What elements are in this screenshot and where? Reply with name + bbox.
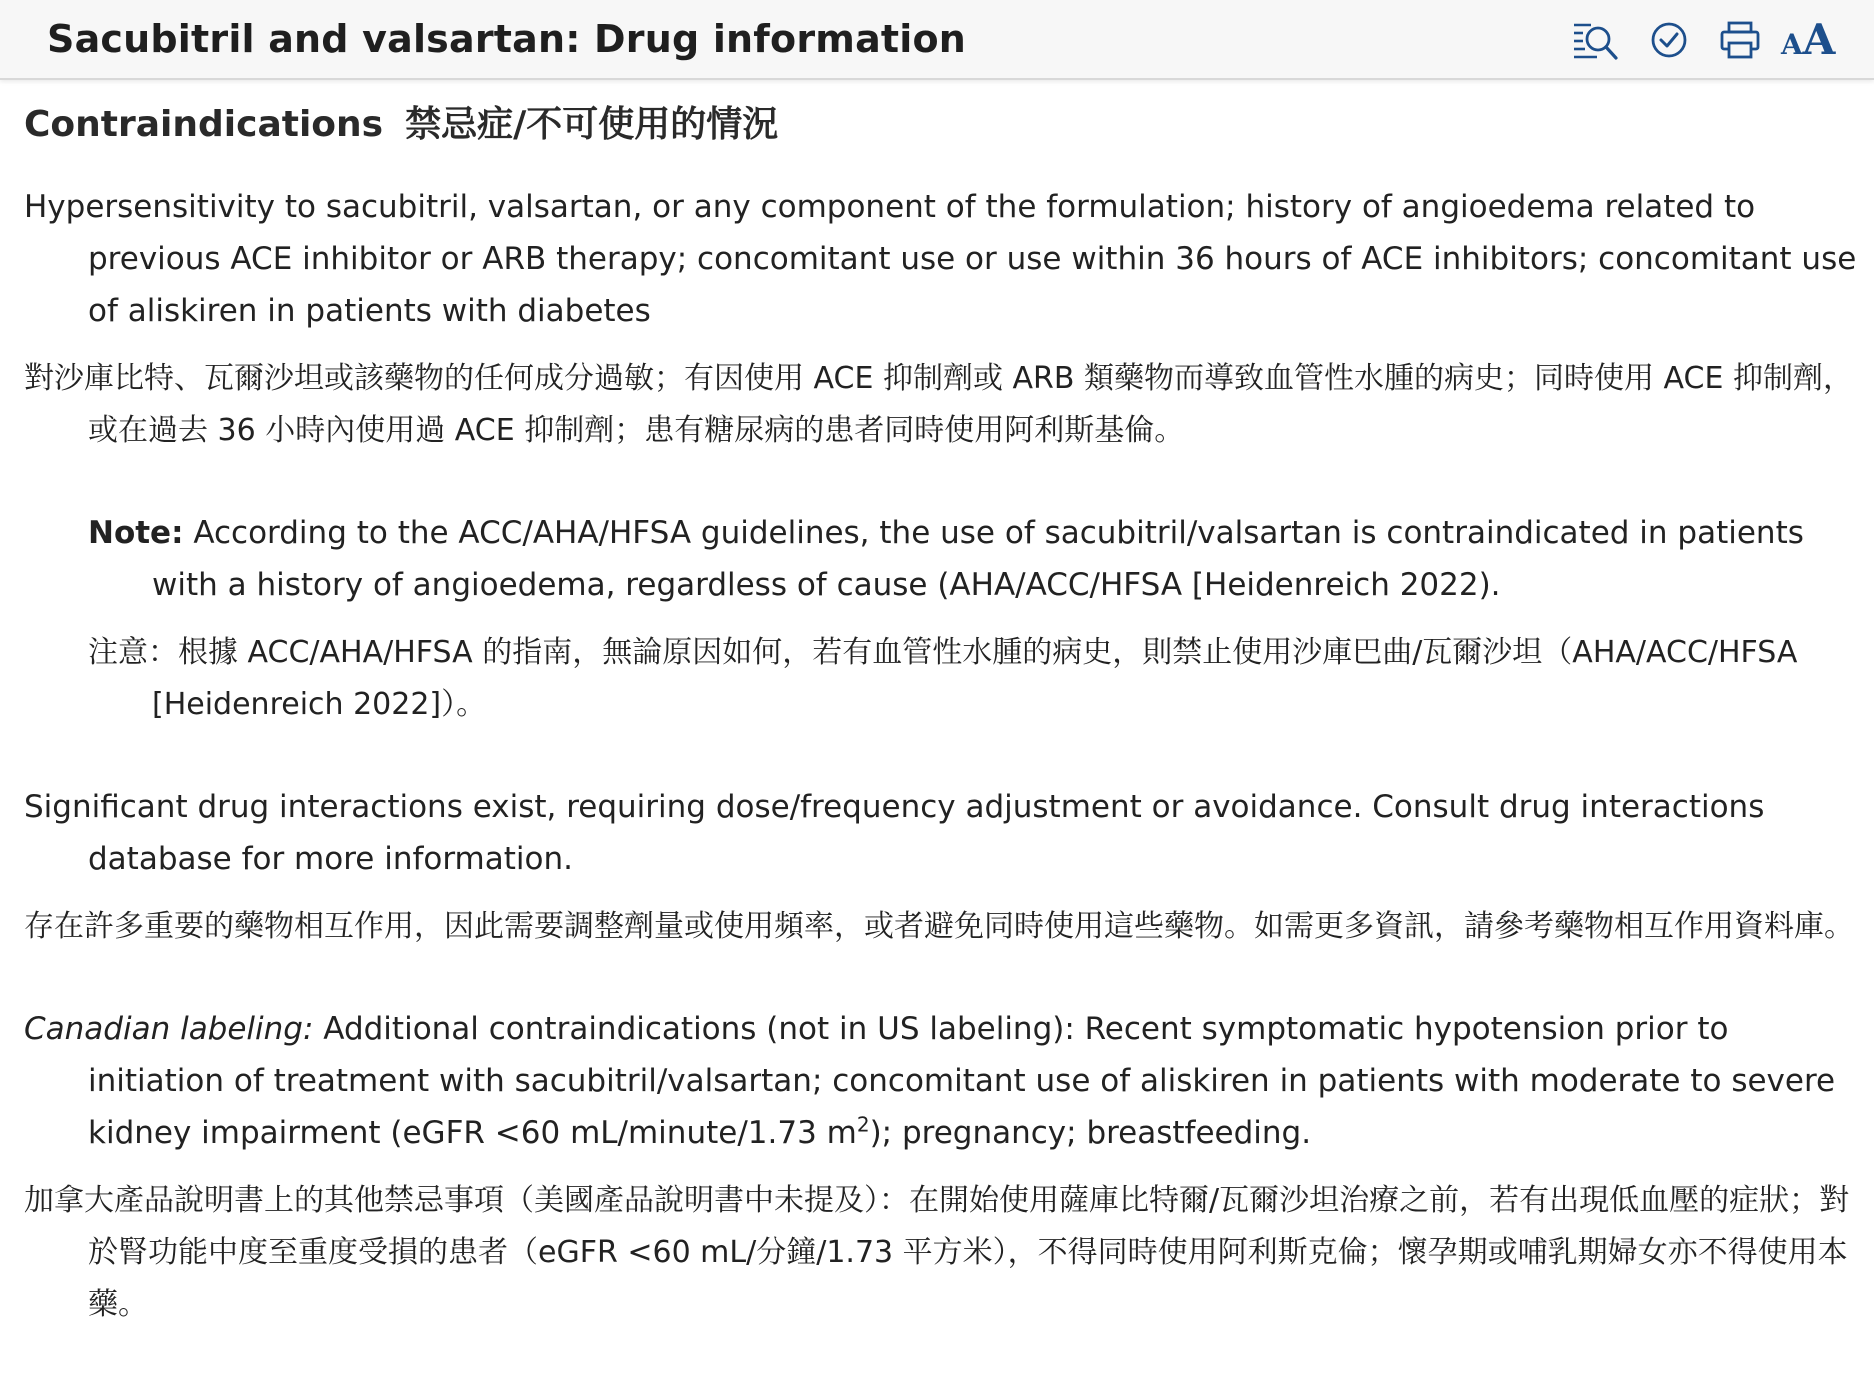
section-heading [24,96,1860,147]
contraindication-zh: 對沙庫比特、瓦爾沙坦或該藥物的任何成分過敏；有因使用 ACE 抑制劑或 ARB 類藥物而導致血管性水腫的病史；同時使用 ACE 抑制劑，或在過去 36 小時內使用過 ACE 抑制劑；患有糖尿病的患者同時使用阿利斯基倫。 [24,361,1853,448]
drug-info-content [24,96,1860,1347]
check-circle-icon [1643,14,1695,66]
printer-icon [1714,14,1766,66]
superscript-2: 2 [856,1112,870,1137]
canadian-labeling-zh: 加拿大產品說明書上的其他禁忌事項（美國產品說明書中未提及）：在開始使用薩庫比特爾/瓦爾沙坦治療之前，若有出現低血壓的症狀；對於腎功能中度至重度受損的患者（eGFR <60 mL/分鐘/1.73 平方米），不得同時使用阿利斯克倫；懷孕期或哺乳期婦女亦不得使用本藥。 [24,1183,1850,1322]
find-in-page-button[interactable] [1569,14,1621,66]
mark-reviewed-button[interactable] [1643,14,1695,66]
canadian-labeling-en [24,1003,1860,1159]
page-title: Sacubitril and valsartan: Drug information [47,17,967,61]
interactions-zh: 存在許多重要的藥物相互作用，因此需要調整劑量或使用頻率，或者避免同時使用這些藥物。如需更多資訊，請參考藥物相互作用資料庫。 [24,909,1854,944]
note-zh: 注意：根據 ACC/AHA/HFSA 的指南，無論原因如何，若有血管性水腫的病史，則禁止使用沙庫巴曲/瓦爾沙坦（AHA/ACC/HFSA [Heidenreich 2022]）。 [88,635,1798,722]
search-list-icon [1569,14,1621,66]
contraindication-en: Hypersensitivity to sacubitril, valsartan, or any component of the formulation; history of angioedema related to previous ACE inhibitor or ARB therapy; concomitant use or use within 36 hours of ACE inhibitors; concomitant use of aliskiren in patients with diabetes [24,189,1857,329]
note-en [88,507,1860,611]
app-header [0,0,1874,80]
print-button[interactable] [1714,14,1766,66]
section-title-zh: 禁忌症/不可使用的情況 [405,104,779,145]
note-text-en: According to the ACC/AHA/HFSA guidelines, the use of sacubitril/valsartan is contraindicated in patients with a history of angioedema, regardless of cause (AHA/ACC/HFSA [Heidenreich 2022). [152,515,1804,603]
canadian-text-1: Additional contraindications (not in US labeling): Recent symptomatic hypotension prior to initiation of treatment with sacubitril/valsartan; concomitant use of aliskiren in patients with moderate to severe kidney impairment (eGFR <60 mL/minute/1.73 m [88,1011,1836,1151]
note-label: Note: [88,515,184,551]
section-title-en: Contraindications [24,104,384,145]
canadian-label: Canadian labeling: [24,1011,314,1047]
interactions-en: Significant drug interactions exist, requiring dose/frequency adjustment or avoidance. Consult drug interactions database for more information. [24,789,1765,877]
font-size-button[interactable] [1781,14,1841,66]
font-size-icon: AA [1781,15,1836,64]
canadian-text-2: ); pregnancy; breastfeeding. [869,1115,1312,1151]
